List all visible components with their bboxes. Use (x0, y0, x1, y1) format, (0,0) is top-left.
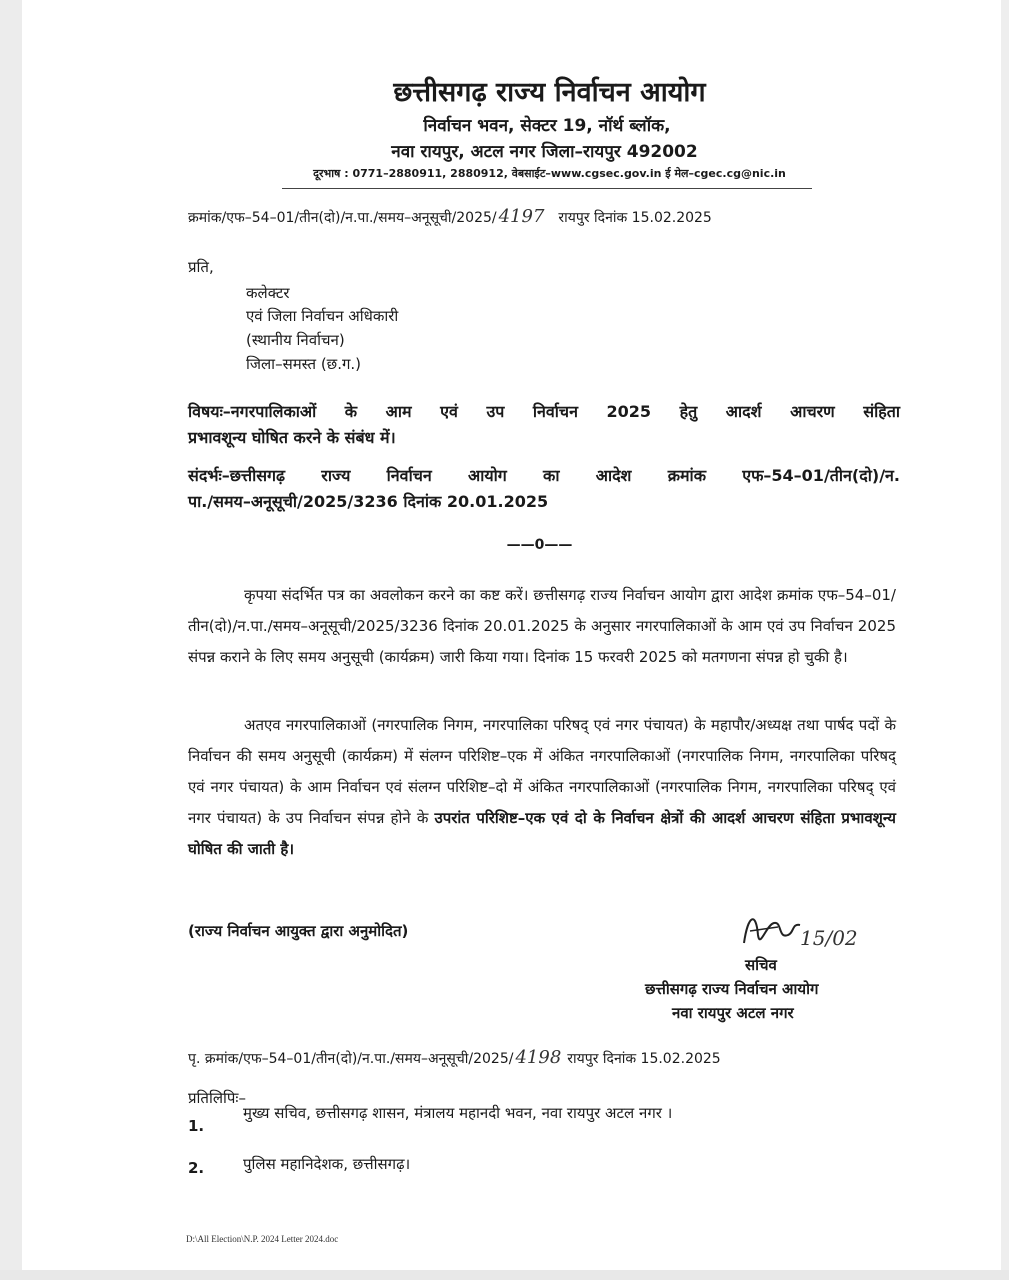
body-paragraph-2 (188, 710, 896, 865)
reference-line (188, 206, 712, 227)
endorsement-line (188, 1047, 721, 1068)
body-paragraph-1-text: कृपया संदर्भित पत्र का अवलोकन करने का कष्ट करें। छत्तीसगढ़ राज्य निर्वाचन आयोग द्वारा आदेश क्रमांक एफ–54–01/तीन(दो)/न.पा./समय–अनूसूची/2025/3236 दिनांक 20.01.2025 के अनुसार नगरपालिकाओं के आम एवं उप निर्वाचन 2025 संपन्न कराने के लिए समय अनुसूची (कार्यक्रम) जारी किया गया। दिनांक 15 फरवरी 2025 को मतगणना संपन्न हो चुकी है। (188, 586, 896, 666)
subject-line-2: प्रभावशून्य घोषित करने के संबंध में। (188, 428, 396, 447)
copy-item-text: मुख्य सचिव, छत्तीसगढ़ शासन, मंत्रालय महानदी भवन, नवा रायपुर अटल नगर । (243, 1104, 673, 1122)
signature-org: छत्तीसगढ़ राज्य निर्वाचन आयोग (645, 980, 819, 998)
subject-line-1: विषयः–नगरपालिकाओं के आम एवं उप निर्वाचन 2025 हेतु आदर्श आचरण संहिता (188, 402, 900, 421)
signature-date: 15/02 (800, 926, 858, 950)
reference-number: क्रमांक/एफ–54–01/तीन(दो)/न.पा./समय–अनूसूची/2025/ (188, 210, 497, 226)
file-path: D:\All Election\N.P. 2024 Letter 2024.doc (186, 1234, 339, 1244)
reference-place-date: रायपुर दिनांक 15.02.2025 (558, 210, 712, 226)
approval-note: (राज्य निर्वाचन आयुक्त द्वारा अनुमोदित) (188, 922, 409, 940)
address-line-2: नवा रायपुर, अटल नगर जिला–रायपुर 492002 (391, 142, 698, 162)
copy-item-text: पुलिस महानिदेशक, छत्तीसगढ़। (243, 1155, 411, 1173)
org-name: छत्तीसगढ़ राज्य निर्वाचन आयोग (393, 77, 706, 108)
addressee-line: (स्थानीय निर्वाचन) (246, 331, 345, 349)
addressee-line: कलेक्टर (246, 284, 290, 302)
addressee-prefix: प्रति, (188, 258, 214, 276)
divider: ——0—— (506, 537, 573, 553)
addressee-line: जिला–समस्त (छ.ग.) (246, 355, 362, 373)
endorsement-number: पृ. क्रमांक/एफ–54–01/तीन(दो)/न.पा./समय–अनूसूची/2025/ (188, 1051, 514, 1067)
body-paragraph-2-text: अतएव नगरपालिकाओं (नगरपालिक निगम, नगरपालिका परिषद् एवं नगर पंचायत) के महापौर/अध्यक्ष तथा पार्षद पदों के निर्वाचन की समय अनुसूची (कार्यक्रम) में संलग्न परिशिष्ट–एक में अंकित नगरपालिकाओं (नगरपालिक निगम, नगरपालिका परिषद् एवं नगर पंचायत) के आम निर्वाचन एवं संलग्न परिशिष्ट–दो में अंकित नगरपालिकाओं (नगरपालिक निगम, नगरपालिका परिषद् एवं नगर पंचायत) के उप निर्वाचन संपन्न होने के (188, 716, 896, 827)
endorsement-place-date: रायपुर दिनांक 15.02.2025 (567, 1051, 721, 1067)
body-paragraph-1 (188, 580, 896, 673)
endorsement-handwritten-number: 4198 (515, 1047, 562, 1068)
reference-subject-line-2: पा./समय–अनूसूची/2025/3236 दिनांक 20.01.2025 (188, 492, 549, 511)
copy-item-number: 2. (188, 1159, 205, 1177)
body-paragraph-2-bold: उपरांत परिशिष्ट–एक एवं दो के निर्वाचन क्षेत्रों की आदर्श आचरण संहिता प्रभावशून्य घोषित की जाती है। (188, 809, 896, 858)
copy-heading: प्रतिलिपिः– (188, 1089, 246, 1107)
contact-line: दूरभाष : 0771–2880911, 2880912, वेबसाईट–www.cgsec.gov.in ई मेल–cgec.cg@nic.in (313, 167, 786, 180)
copy-item-number: 1. (188, 1117, 205, 1135)
address-line-1: निर्वाचन भवन, सेक्टर 19, नॉर्थ ब्लॉक, (423, 116, 671, 136)
signature-place: नवा रायपुर अटल नगर (672, 1004, 794, 1022)
addressee-line: एवं जिला निर्वाचन अधिकारी (246, 307, 399, 325)
scan-border-right (1001, 0, 1009, 1280)
handwritten-number: 4197 (498, 206, 545, 227)
reference-subject-line-1: संदर्भः–छत्तीसगढ़ राज्य निर्वाचन आयोग का आदेश क्रमांक एफ–54–01/तीन(दो)/न. (188, 466, 900, 485)
scan-border-left (0, 0, 22, 1280)
header-rule (282, 188, 812, 189)
scan-border-bottom (0, 1270, 1009, 1280)
signature-designation: सचिव (745, 956, 777, 974)
